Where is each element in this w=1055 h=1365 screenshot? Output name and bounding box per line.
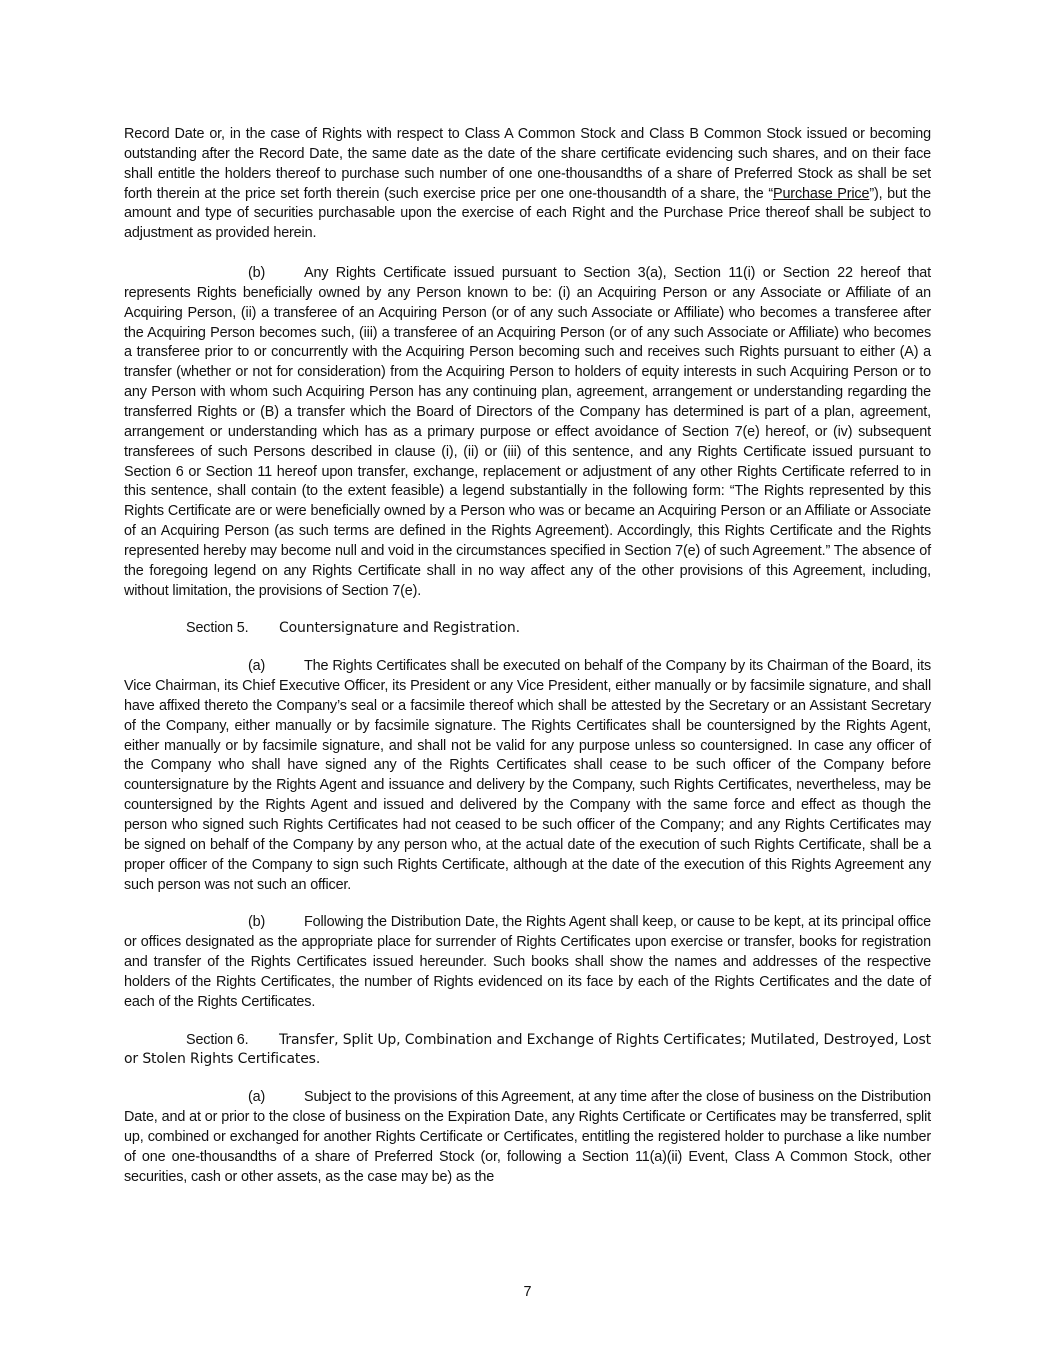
- section-number: Section 6.: [186, 1031, 249, 1048]
- subsection-label: (b): [248, 914, 266, 931]
- section-number: Section 5.: [186, 620, 249, 637]
- paragraph-text: Subject to the provisions of this Agreement, at any time after the close of business on the Distribution Date, and at or prior to the close of business on the Expiration Date, any Rights Certificate or Certificates may be transferred, split up, combined or exchanged for another Rights Certificate or Certificates, entitling the registered holder to purchase a like number of one one-thousandths of a share of Preferred Stock (or, following a Section 11(a)(ii) Event, Class A Common Stock, other securities, cash or other assets, as the case may be) as the: [124, 1089, 931, 1185]
- paragraph-text: The Rights Certificates shall be executed on behalf of the Company by its Chairman of the Board, its Vice Chairman, its Chief Executive Officer, its President or any Vice President, either manually or by facsimile signature, and shall have affixed thereto the Company’s seal or a facsimile thereof which shall be attested by the Secretary or an Assistant Secretary of the Company, either manually or by facsimile signature. The Rights Certificates shall be countersigned by the Rights Agent, either manually or by facsimile signature, and shall not be valid for any purpose unless so countersigned. In case any officer of the Company who shall have signed any of the Rights Certificates shall cease to be such officer of the Company before countersignature by the Rights Agent and issuance and delivery by the Company, such Rights Certificates, nevertheless, may be countersigned by the Rights Agent and issued and delivered by the Company with the same force and effect as though the person who signed such Rights Certificates had not ceased to be such officer of the Company; and any Rights Certificates may be signed on behalf of the Company by any person who, at the actual date of the execution of such Rights Certificate, shall be a proper officer of the Company to sign such Rights Certificate, although at the date of the execution of this Rights Agreement any such person was not such an officer.: [124, 658, 931, 893]
- paragraph-section-6a: [124, 1088, 931, 1187]
- subsection-label: (a): [248, 658, 266, 675]
- paragraph-section-5a: [124, 657, 931, 895]
- section-title: Countersignature and Registration.: [279, 620, 520, 637]
- section-6-heading: [124, 1031, 931, 1071]
- section-5-heading: [124, 619, 931, 639]
- subsection-label: (a): [248, 1089, 266, 1106]
- subsection-label: (b): [248, 265, 266, 282]
- paragraph-text: ”), but the amount and type of securities purchasable upon the exercise of each Right and the Purchase Price thereof shall be subject to adjustment as provided herein.: [124, 185, 931, 242]
- page-number: 7: [523, 1284, 532, 1300]
- document-page: [124, 125, 931, 1188]
- paragraph-text: Any Rights Certificate issued pursuant to Section 3(a), Section 11(i) or Section 22 hereof that represents Rights beneficially owned by any Person known to be: (i) an Acquiring Person or any Associate or Affiliate of an Acquiring Person, (ii) a transferee of an Acquiring Person (or of any such Associate or Affiliate) who becomes a transferee after the Acquiring Person becomes such, (iii) a transferee of an Acquiring Person (or of any such Associate or Affiliate) who becomes a transferee prior to or concurrently with the Acquiring Person becoming such and receives such Rights pursuant to either (A) a transfer (whether or not for consideration) from the Acquiring Person to holders of equity interests in such Acquiring Person or to any Person with whom such Acquiring Person has any continuing plan, agreement, arrangement or understanding regarding the transferred Rights or (B) a transfer which the Board of Directors of the Company has determined is part of a plan, agreement, arrangement or understanding which has as a primary purpose or effect avoidance of Section 7(e) hereof, or (iv) subsequent transferees of such Persons described in clause (i), (ii) or (iii) of this sentence, and any Rights Certificate issued pursuant to Section 6 or Section 11 hereof upon transfer, exchange, replacement or adjustment of any other Rights Certificate referred to in this sentence, shall contain (to the extent feasible) a legend substantially in the following form: “The Rights represented by this Rights Certificate are or were beneficially owned by a Person who was or became an Acquiring Person or an Affiliate or Associate of an Acquiring Person (as such terms are defined in the Rights Agreement). Accordingly, this Rights Certificate and the Rights represented hereby may become null and void in the circumstances specified in Section 7(e) of such Agreement.” The absence of the foregoing legend on any Rights Certificate shall in no way affect any of the other provisions of this Agreement, including, without limitation, the provisions of Section 7(e).: [124, 265, 931, 599]
- paragraph-section-4b: [124, 264, 931, 601]
- paragraph-text: Following the Distribution Date, the Rights Agent shall keep, or cause to be kept, at its principal office or offices designated as the appropriate place for surrender of Rights Certificates upon exercise or transfer, books for registration and transfer of the Rights Certificates issued hereunder. Such books shall show the names and addresses of the respective holders of the Rights Certificates, the number of Rights evidenced on its face by each of the Rights Certificates and the date of each of the Rights Certificates.: [124, 914, 931, 1010]
- paragraph-record-date: [124, 125, 931, 244]
- paragraph-text: Record Date or, in the case of Rights with respect to Class A Common Stock and Class B Common Stock issued or becoming outstanding after the Record Date, the same date as the date of the share certificate evidencing such shares, and on their face shall entitle the holders thereof to purchase such number of one one-thousandths of a share of Preferred Stock as shall be set forth therein at the price set forth therein (such exercise price per one one-thousandth of a share, the “: [124, 126, 931, 202]
- defined-term-purchase-price: Purchase Price: [773, 185, 870, 202]
- section-title: Transfer, Split Up, Combination and Exchange of Rights Certificates; Mutilated, Destroyed, Lost or Stolen Rights Certificates.: [124, 1031, 931, 1068]
- paragraph-section-5b: [124, 913, 931, 1012]
